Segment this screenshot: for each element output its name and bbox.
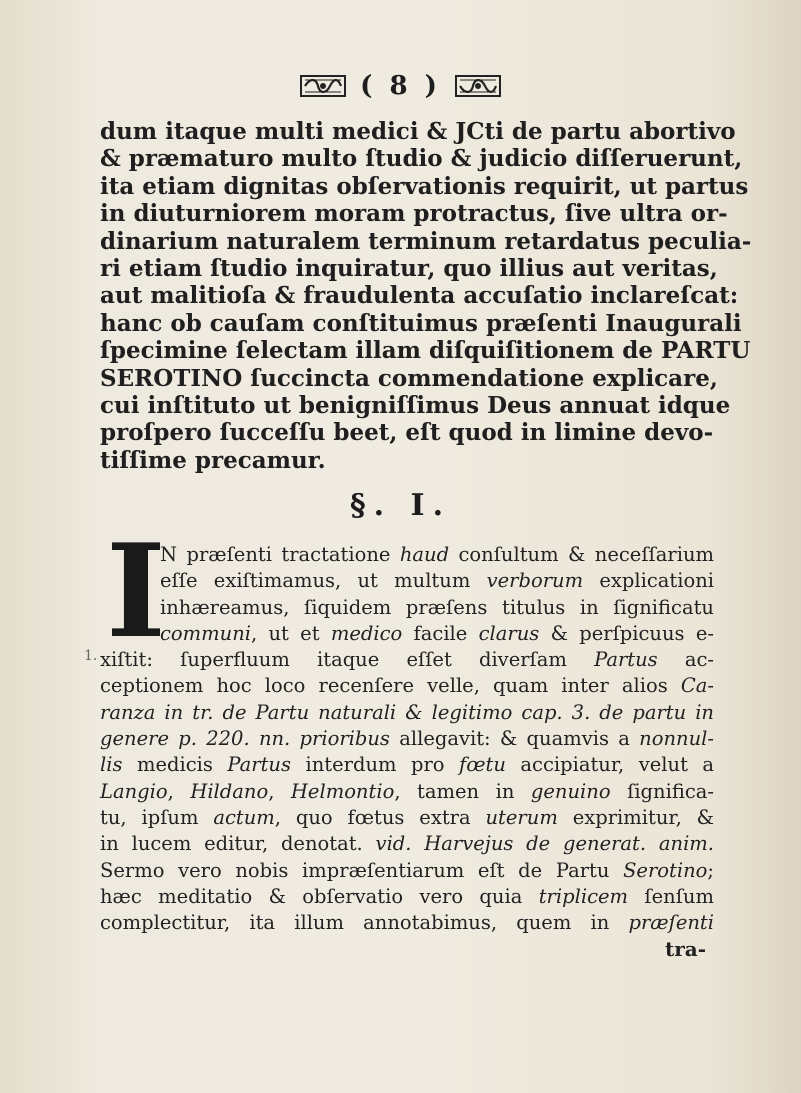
text-line: Sermo vero nobis impræſentiarum eſt de Partu Serotino;	[100, 858, 714, 882]
text-line: ſpecimine ſelectam illam diſquiſitionem de PARTU	[100, 337, 751, 365]
italic-text: præſenti	[628, 911, 714, 935]
italic-text: verborum	[486, 569, 584, 593]
text-line: & præmaturo multo ſtudio & judicio diſſeruerunt,	[100, 145, 743, 173]
text-line: SEROTINO ſuccincta commendatione explicare,	[100, 364, 718, 392]
introductory-paragraph	[100, 118, 752, 474]
text-line: dinarium naturalem terminum retardatus peculia-	[100, 227, 752, 255]
italic-text: Helmontio	[290, 779, 395, 803]
italic-text: uterum	[485, 805, 558, 829]
text-line: hæc meditatio & obſervatio vero quia triplicem ſenſum	[100, 884, 714, 908]
text-line: N præſenti tractatione haud conſultum & neceſſarium	[160, 543, 714, 566]
italic-text: Ca-	[680, 674, 714, 698]
italic-text: Partus	[227, 753, 291, 777]
text-line	[100, 700, 714, 726]
italic-text: genere p. 220. nn. prioribus	[100, 727, 390, 751]
italic-text: medico	[330, 621, 403, 645]
text-line: dum itaque multi medici & JCti de partu abortivo	[100, 118, 736, 145]
text-line: Langio, Hildano, Helmontio, tamen in genuino ſignifica-	[100, 779, 714, 803]
text-line: proſpero ſucceſſu beet, eſt quod in limine devo-	[100, 419, 714, 447]
text-line: tu, ipſum actum, quo fœtus extra uterum exprimitur, &	[100, 805, 715, 829]
page-header	[0, 64, 801, 108]
italic-text: Hildano	[190, 779, 269, 803]
section-heading: §. I.	[349, 488, 452, 523]
italic-text: Partus	[594, 648, 658, 672]
text-line: cui inſtituto ut benigniſſimus Deus annuat idque	[100, 392, 731, 420]
margin-mark: 1.	[84, 648, 98, 664]
left-ornament-icon	[300, 73, 346, 99]
text-line: genere p. 220. nn. prioribus allegavit: & quamvis a nonnul-	[100, 727, 714, 751]
italic-text: nonnul-	[639, 727, 714, 751]
text-line: ceptionem hoc loco recenſere velle, quam inter alios Ca-	[100, 674, 714, 698]
page-number: ( 8 )	[360, 71, 441, 101]
text-line: in diuturniorem moram protractus, ſive ultra or-	[100, 200, 728, 228]
drop-capital: I	[106, 517, 166, 667]
italic-text: triplicem	[538, 884, 629, 908]
text-line: inhæreamus, ſiquidem præſens titulus in ſignificatu	[160, 595, 714, 619]
text-line: ita etiam dignitas obſervationis requirit, ut partus	[100, 172, 749, 200]
text-line: in lucem editur, denotat. vid. Harvejus de generat. anim.	[100, 832, 714, 856]
italic-text: fœtu	[459, 753, 506, 777]
italic-text: lis	[100, 753, 123, 777]
italic-text: ranza in tr. de Partu naturali & legitimo cap. 3. de partu in	[100, 700, 714, 724]
catchword: tra-	[664, 937, 706, 962]
italic-text: Langio	[100, 779, 168, 803]
text-line: xiſtit: ſuperfluum itaque eſſet diverſam Partus ac-	[100, 648, 714, 672]
italic-text: clarus	[478, 621, 540, 645]
italic-text: haud	[399, 543, 450, 566]
text-line: tiſſime precamur.	[100, 446, 326, 474]
text-line: communi, ut et medico facile clarus & perſpicuus e-	[160, 621, 714, 645]
text-line: lis medicis Partus interdum pro fœtu accipiatur, velut a	[100, 753, 715, 777]
text-line: aut malitioſa & fraudulenta accuſatio inclareſcat:	[100, 282, 739, 310]
italic-text: Serotino	[623, 858, 708, 882]
text-line: eſſe exiſtimamus, ut multum verborum explicationi	[160, 569, 714, 593]
italic-text: vid. Harvejus de generat. anim.	[375, 832, 714, 856]
text-line: ri etiam ſtudio inquiratur, quo illius aut veritas,	[100, 255, 718, 283]
text-line: complectitur, ita illum annotabimus, quem in præſenti	[100, 911, 714, 935]
italic-text: communi	[160, 621, 251, 645]
italic-text: actum	[213, 805, 275, 829]
italic-text: genuino	[530, 779, 611, 803]
text-line: hanc ob cauſam conſtituimus præſenti Inaugurali	[100, 309, 742, 337]
section-paragraph	[100, 542, 714, 963]
right-ornament-icon	[455, 73, 501, 99]
